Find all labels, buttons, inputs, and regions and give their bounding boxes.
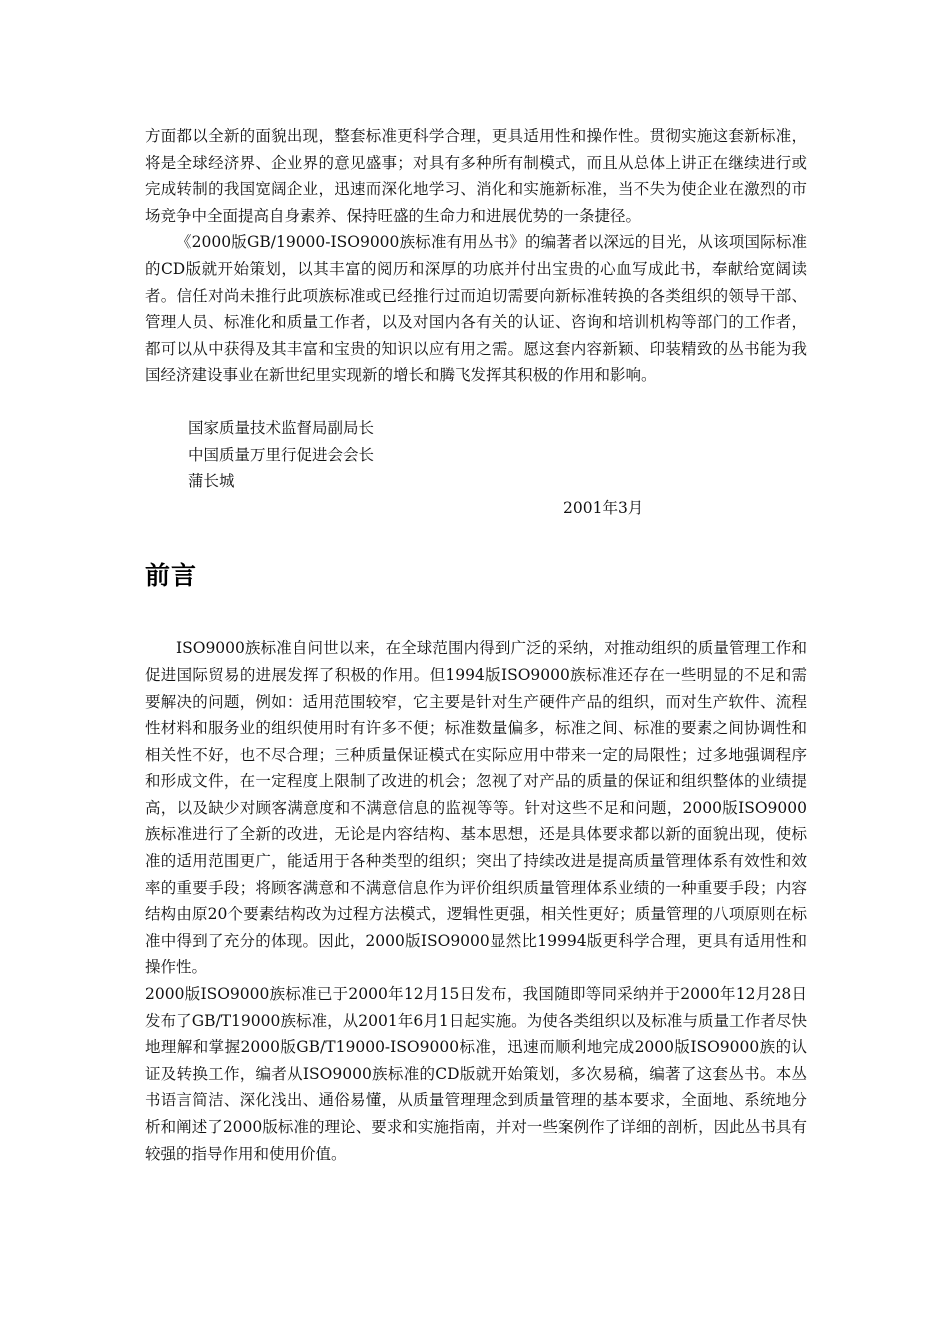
foreword-paragraph-1: ISO9000族标准自问世以来，在全球范围内得到广泛的采纳，对推动组织的质量管理工作和促进国际贸易的进展发挥了积极的作用。但1994版ISO9000族标准还存在一些明显的不足和需要解决的问题，例如：适用范围较窄，它主要是针对生产硬件产品的组织，而对生产软件、流程性材料和服务业的组织使用时有许多不便；标准数量偏多，标准之间、标准的要素之间协调性和相关性不好，也不尽合理；三种质量保证模式在实际应用中带来一定的局限性；过多地强调程序和形成文件，在一定程度上限制了改进的机会；忽视了对产品的质量的保证和组织整体的业绩提高，以及缺少对顾客满意度和不满意信息的监视等等。针对这些不足和问题，2000版ISO9000族标准进行了全新的改进，无论是内容结构、基本思想，还是具体要求都以新的面貌出现，使标准的适用范围更广，能适用于各种类型的组织；突出了持续改进是提高质量管理体系有效性和效率的重要手段；将顾客满意和不满意信息作为评价组织质量管理体系业绩的一种重要手段；内容结构由原20个要素结构改为过程方法模式，逻辑性更强，相关性更好；质量管理的八项原则在标准中得到了充分的体现。因此，2000版ISO9000显然比19994版更科学合理，更具有适用性和操作性。 — [145, 639, 807, 977]
signature-title-2: 中国质量万里行促进会会长 — [188, 445, 375, 464]
preface-paragraph-1: 方面都以全新的面貌出现，整套标准更科学合理，更具适用性和操作性。贯彻实施这套新标准，将是全球经济界、企业界的意见盛事；对具有多种所有制模式，而且从总体上讲正在继续进行或完成转制的我国宽阔企业，迅速而深化地学习、消化和实施新标准，当不失为使企业在激烈的市场竞争中全面提高自身素养、保持旺盛的生命力和进展优势的一条捷径。 — [145, 127, 807, 225]
signature-block — [145, 415, 807, 521]
signature-title-1: 国家质量技术监督局副局长 — [188, 418, 375, 437]
signature-name: 蒲长城 — [188, 472, 235, 491]
foreword-paragraph-2: 2000版ISO9000族标准已于2000年12月15日发布，我国随即等同采纳并于2000年12月28日发布了GB/T19000族标准，从2001年6月1日起实施。为使各类组织以及标准与质量工作者尽快地理解和掌握2000版GB/T19000-ISO9000标准，迅速而顺利地完成2000版ISO9000族的认证及转换工作，编者从ISO9000族标准的CD版就开始策划，多次易稿，编著了这套丛书。本丛书语言简洁、深化浅出、通俗易懂，从质量管理理念到质量管理的基本要求，全面地、系统地分析和阐述了2000版标准的理论、要求和实施指南，并对一些案例作了详细的剖析，因此丛书具有较强的指导作用和使用价值。 — [145, 985, 807, 1163]
section-heading: 前言 — [145, 561, 198, 591]
document-page — [145, 123, 807, 1167]
signature-date: 2001年3月 — [563, 498, 644, 517]
preface-paragraph-2: 《2000版GB/19000-ISO9000族标准有用丛书》的编著者以深远的目光，从该项国际标准的CD版就开始策划，以其丰富的阅历和深厚的功底并付出宝贵的心血写成此书，奉献给宽阔读者。信任对尚未推行此项族标准或已经推行过而迫切需要向新标准转换的各类组织的领导干部、管理人员、标准化和质量工作者，以及对国内各有关的认证、咨询和培训机构等部门的工作者，都可以从中获得及其丰富和宝贵的知识以应有用之需。愿这套内容新颖、印装精致的丛书能为我国经济建设事业在新世纪里实现新的增长和腾飞发挥其积极的作用和影响。 — [145, 233, 807, 385]
